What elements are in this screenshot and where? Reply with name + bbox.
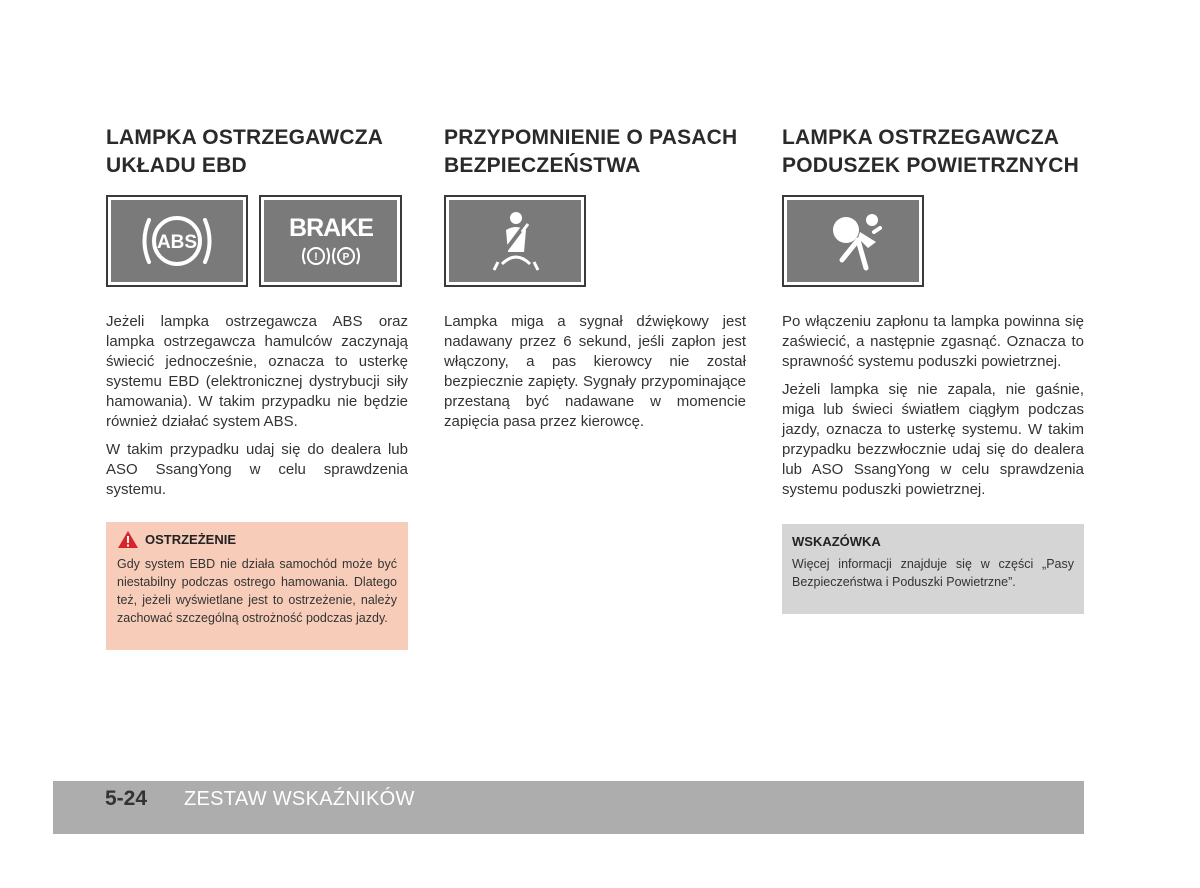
indicator-icons (106, 195, 402, 287)
svg-text:BRAKE: BRAKE (288, 214, 373, 242)
chapter-title: ZESTAW WSKAŹNIKÓW (184, 788, 415, 810)
abs-indicator (106, 195, 248, 287)
seatbelt-indicator (444, 195, 586, 287)
indicator-icons (444, 195, 586, 287)
note-text: Więcej informacji znajduje się w części „Pasy Bezpieczeństwa i Poduszki Powietrzne”. (792, 557, 1074, 589)
ebd-warning-section (106, 124, 410, 625)
airbag-indicator (782, 195, 924, 287)
page-number: 5-24 (105, 787, 148, 810)
paragraph: Jeżeli lampka się nie zapala, nie gaśnie, miga lub świeci światłem ciągłym podczas jazdy, oznacza to usterkę systemu. W takim przypadku bezzwłocznie udaj się do dealera lub ASO SsangYong w celu sprawdzenia systemu poduszki powietrznej. (782, 381, 1084, 498)
section-body (106, 312, 408, 508)
section-title: LAMPKA OSTRZEGAWCZA UKŁADU EBD (106, 126, 384, 177)
note-title: WSKAZÓWKA (792, 534, 881, 549)
svg-text:P: P (342, 252, 349, 263)
section-title: PRZYPOMNIENIE O PASACH BEZPIECZEŃSTWA (444, 126, 738, 177)
section-body (444, 312, 746, 440)
warning-text: Gdy system EBD nie działa samochód może być niestabilny podczas ostrego hamowania. Dlatego też, jeżeli wyświetlane jest to ostrzeżenie, należy zachować szczególną ostrożność podczas jazdy. (117, 557, 397, 625)
section-body (782, 312, 1084, 508)
section-title: LAMPKA OSTRZEGAWCZA PODUSZEK POWIETRZNYCH (782, 126, 1080, 177)
page-footer (53, 781, 1084, 834)
paragraph: Jeżeli lampka ostrzegawcza ABS oraz lampka ostrzegawcza hamulców zaczynają świecić jednocześnie, oznacza to usterkę systemu EBD (elektronicznej dystrybucji siły hamowania). W takim przypadku nie będzie również działać system ABS. (106, 313, 408, 430)
warning-title: OSTRZEŻENIE (145, 532, 237, 547)
brake-indicator (259, 195, 402, 287)
paragraph: W takim przypadku udaj się do dealera lub ASO SsangYong w celu sprawdzenia systemu. (106, 441, 408, 498)
airbag-icon (818, 206, 888, 276)
seatbelt-reminder-section (444, 124, 748, 430)
brake-warning-icon (281, 206, 381, 276)
paragraph: Po włączeniu zapłonu ta lampka powinna się zaświecić, a następnie zgasnąć. Oznacza to sprawność systemu poduszki powietrznej. (782, 313, 1084, 370)
note-box (782, 524, 1084, 614)
paragraph: Lampka miga a sygnał dźwiękowy jest nadawany przez 6 sekund, jeśli zapłon jest włączony, a pas kierowcy nie został bezpiecznie zapięty. Sygnały przypominające przestaną być nadawane w momencie zapięcia pasa przez kierowcę. (444, 313, 746, 430)
abs-warning-icon (137, 206, 217, 276)
svg-text:!: ! (313, 251, 318, 263)
airbag-warning-section (782, 124, 1086, 589)
warning-box (106, 522, 408, 650)
seatbelt-icon (480, 206, 550, 276)
svg-text:ABS: ABS (156, 232, 198, 253)
indicator-icons (782, 195, 924, 287)
warning-triangle-icon (117, 530, 139, 549)
